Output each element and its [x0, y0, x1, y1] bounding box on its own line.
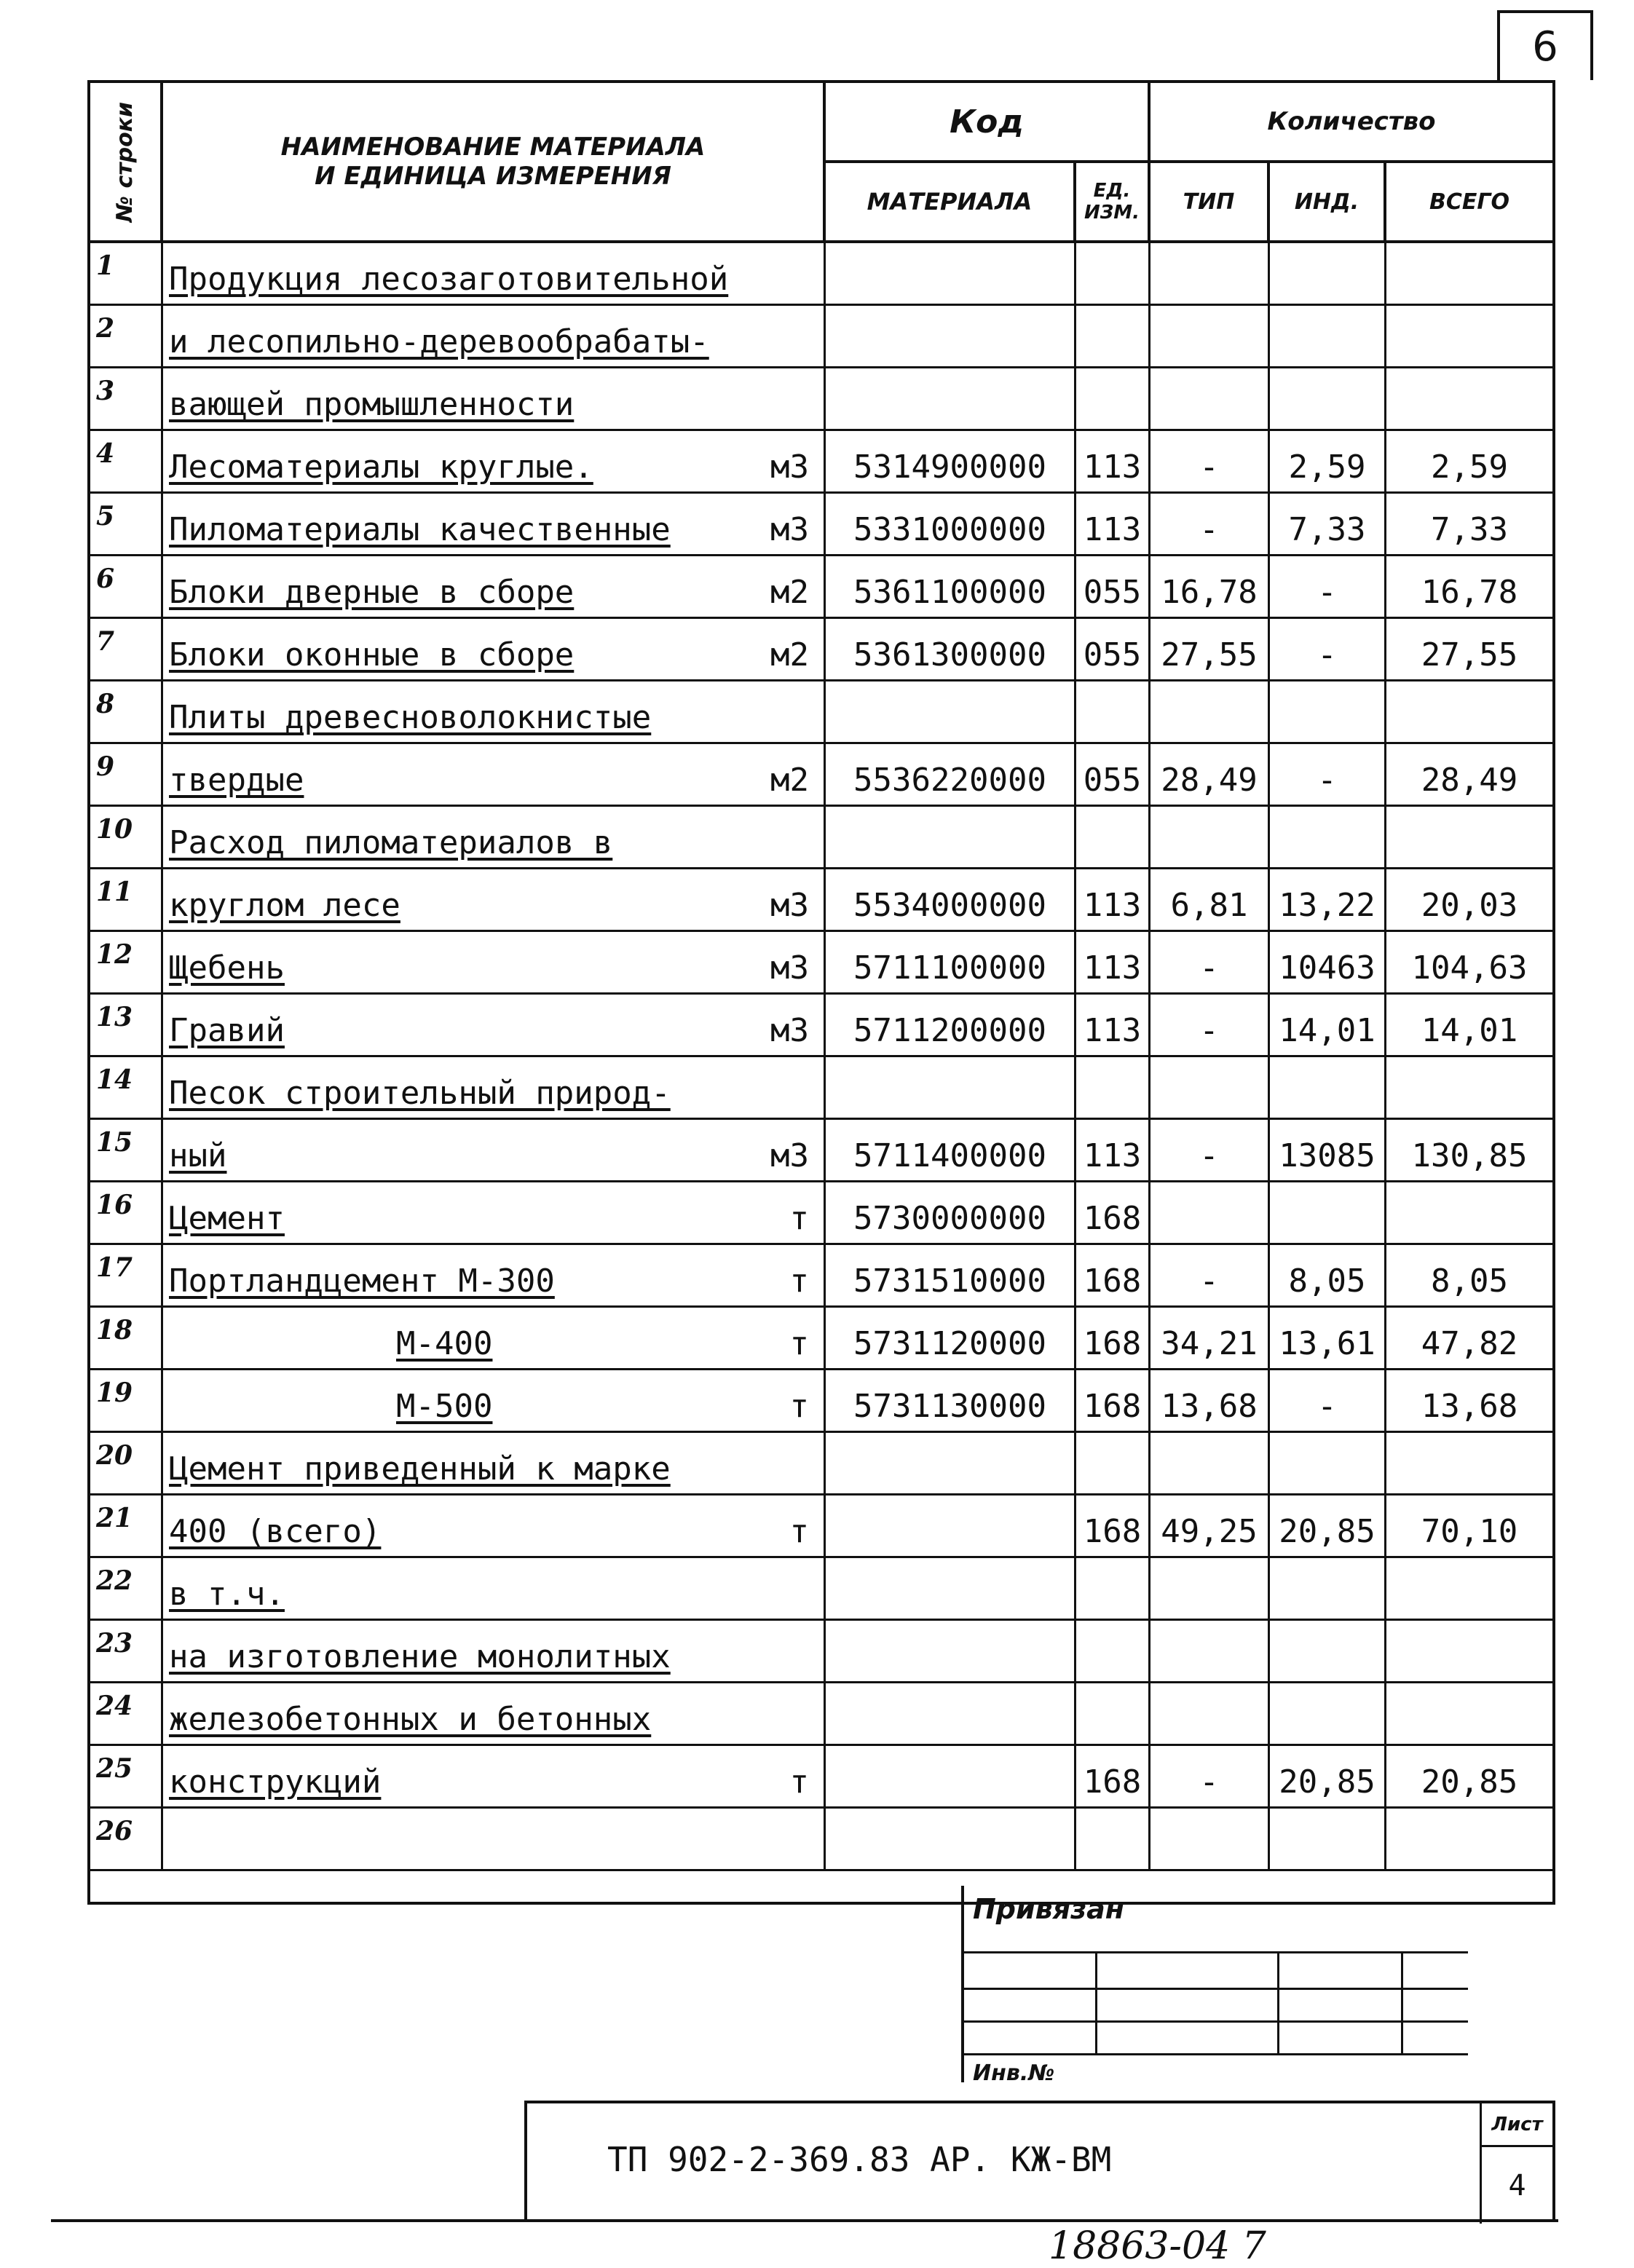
qty-total	[1386, 807, 1552, 867]
qty-ind: 8,05	[1270, 1245, 1386, 1305]
row-number: 26	[90, 1809, 163, 1869]
material-name-text: Плиты древесноволокнистые	[169, 699, 652, 736]
table-row	[90, 995, 1552, 1057]
row-number: 5	[90, 494, 163, 554]
table-row	[90, 368, 1552, 431]
table-row	[90, 1370, 1552, 1433]
material-name	[163, 1245, 826, 1305]
unit-code	[1076, 1809, 1150, 1869]
material-name	[163, 494, 826, 554]
material-code	[826, 1621, 1076, 1681]
material-name	[163, 1809, 826, 1869]
qty-ind: 14,01	[1270, 995, 1386, 1055]
page-number-box	[1497, 10, 1593, 80]
table-row	[90, 1308, 1552, 1370]
row-number: 6	[90, 556, 163, 617]
row-number: 4	[90, 431, 163, 491]
row-number: 10	[90, 807, 163, 867]
table-row	[90, 1245, 1552, 1308]
row-number: 20	[90, 1433, 163, 1493]
qty-typ	[1150, 1433, 1270, 1493]
table-row	[90, 1809, 1552, 1871]
row-number: 15	[90, 1120, 163, 1180]
material-unit: м3	[770, 949, 809, 987]
unit-code	[1076, 681, 1150, 742]
table-row	[90, 556, 1552, 619]
material-name	[163, 995, 826, 1055]
spec-table-body	[90, 243, 1552, 1871]
material-name-text: 400 (всего)	[169, 1513, 382, 1550]
qty-typ: -	[1150, 995, 1270, 1055]
qty-typ: -	[1150, 1746, 1270, 1806]
header-name	[163, 83, 826, 243]
qty-ind	[1270, 243, 1386, 304]
privyazan-block	[961, 1886, 1468, 2086]
unit-code: 113	[1076, 1120, 1150, 1180]
material-name-text: Блоки оконные в сборе	[169, 636, 575, 673]
row-number: 23	[90, 1621, 163, 1681]
material-name	[163, 1120, 826, 1180]
material-name-text: Лесоматериалы круглые.	[169, 449, 593, 486]
row-number: 22	[90, 1558, 163, 1619]
material-name	[163, 431, 826, 491]
qty-total: 20,03	[1421, 887, 1518, 924]
qty-total: 47,82	[1421, 1325, 1518, 1362]
material-name	[163, 368, 826, 429]
header-name-line2: И ЕДИНИЦА ИЗМЕРЕНИЯ	[315, 162, 671, 191]
material-name	[163, 869, 826, 930]
qty-ind	[1270, 1621, 1386, 1681]
material-unit: м2	[770, 762, 809, 799]
table-row	[90, 932, 1552, 995]
qty-typ	[1150, 681, 1270, 742]
qty-typ	[1150, 1182, 1270, 1243]
unit-code	[1076, 368, 1150, 429]
material-name	[163, 1370, 826, 1431]
material-code	[826, 1558, 1076, 1619]
unit-code: 168	[1076, 1495, 1150, 1556]
material-code: 5711400000	[826, 1120, 1076, 1180]
row-number: 16	[90, 1182, 163, 1243]
qty-ind: 7,33	[1270, 494, 1386, 554]
qty-ind	[1270, 681, 1386, 742]
qty-typ	[1150, 1621, 1270, 1681]
qty-typ: 6,81	[1150, 869, 1270, 930]
unit-code: 055	[1076, 556, 1150, 617]
qty-ind	[1270, 1433, 1386, 1493]
header-name-line1: НАИМЕНОВАНИЕ МАТЕРИАЛА	[280, 133, 706, 162]
material-unit: т	[789, 1513, 809, 1550]
qty-total: 2,59	[1431, 449, 1508, 486]
material-name	[163, 556, 826, 617]
qty-typ	[1150, 368, 1270, 429]
material-unit: м3	[770, 1137, 809, 1174]
qty-ind	[1270, 368, 1386, 429]
privyazan-label: Привязан	[973, 1893, 1125, 1925]
qty-total	[1386, 1809, 1552, 1869]
unit-code: 168	[1076, 1746, 1150, 1806]
qty-ind	[1270, 1057, 1386, 1118]
row-number: 18	[90, 1308, 163, 1368]
qty-ind	[1270, 1809, 1386, 1869]
material-name-text: Пиломатериалы качественные	[169, 511, 671, 548]
qty-ind: 13085	[1270, 1120, 1386, 1180]
qty-typ: -	[1150, 1245, 1270, 1305]
table-row	[90, 744, 1552, 807]
material-name	[163, 1621, 826, 1681]
table-row	[90, 1433, 1552, 1495]
qty-total: 70,10	[1421, 1513, 1518, 1550]
unit-code	[1076, 1558, 1150, 1619]
material-name-text: Цемент	[169, 1200, 285, 1237]
material-code: 5331000000	[826, 494, 1076, 554]
material-code: 5731130000	[826, 1370, 1076, 1431]
material-name	[163, 306, 826, 366]
row-number: 9	[90, 744, 163, 805]
material-code: 5361100000	[826, 556, 1076, 617]
material-name	[163, 1746, 826, 1806]
table-row	[90, 494, 1552, 556]
row-number: 7	[90, 619, 163, 679]
qty-typ	[1150, 1558, 1270, 1619]
header-code-group: Код	[826, 83, 1150, 163]
material-unit: м2	[770, 574, 809, 611]
qty-total	[1386, 1433, 1552, 1493]
archive-number: 18863-04 7	[1049, 2224, 1266, 2268]
header-row-number: № строки	[90, 83, 163, 243]
material-name-text: Песок строительный природ-	[169, 1075, 671, 1112]
table-row	[90, 1683, 1552, 1746]
qty-ind: -	[1270, 619, 1386, 679]
row-number: 25	[90, 1746, 163, 1806]
row-number: 17	[90, 1245, 163, 1305]
qty-total: 14,01	[1421, 1012, 1518, 1049]
material-code: 5730000000	[826, 1182, 1076, 1243]
table-row	[90, 1182, 1552, 1245]
row-number: 3	[90, 368, 163, 429]
qty-total: 13,68	[1421, 1388, 1518, 1425]
unit-code	[1076, 1683, 1150, 1744]
qty-ind: 20,85	[1270, 1495, 1386, 1556]
qty-typ	[1150, 306, 1270, 366]
unit-code: 113	[1076, 494, 1150, 554]
qty-ind	[1270, 1558, 1386, 1619]
sheet-label: Лист	[1480, 2103, 1552, 2147]
qty-ind	[1270, 1683, 1386, 1744]
table-row	[90, 1495, 1552, 1558]
material-code: 5314900000	[826, 431, 1076, 491]
material-name-text: и лесопильно-деревообрабаты-	[169, 323, 709, 360]
unit-code: 168	[1076, 1370, 1150, 1431]
material-code: 5711200000	[826, 995, 1076, 1055]
material-code	[826, 243, 1076, 304]
row-number: 24	[90, 1683, 163, 1744]
qty-typ	[1150, 1057, 1270, 1118]
material-code: 5361300000	[826, 619, 1076, 679]
qty-total: 8,05	[1431, 1263, 1508, 1300]
qty-typ: 34,21	[1150, 1308, 1270, 1368]
material-name-text: Расход пиломатериалов в	[169, 824, 613, 861]
unit-code: 055	[1076, 619, 1150, 679]
qty-ind: -	[1270, 1370, 1386, 1431]
table-row	[90, 306, 1552, 368]
qty-ind: -	[1270, 744, 1386, 805]
qty-total: 28,49	[1421, 762, 1518, 799]
material-code	[826, 1809, 1076, 1869]
row-number: 14	[90, 1057, 163, 1118]
unit-code	[1076, 243, 1150, 304]
material-code: 5534000000	[826, 869, 1076, 930]
material-name-text: Гравий	[169, 1012, 285, 1049]
qty-total	[1386, 1683, 1552, 1744]
material-name-text: М-500	[396, 1388, 493, 1425]
qty-total	[1386, 681, 1552, 742]
material-name	[163, 1683, 826, 1744]
material-name	[163, 807, 826, 867]
material-code	[826, 1057, 1076, 1118]
material-code	[826, 1495, 1076, 1556]
material-name-text: твердые	[169, 762, 304, 799]
row-number: 1	[90, 243, 163, 304]
qty-ind: 13,61	[1270, 1308, 1386, 1368]
material-name	[163, 1558, 826, 1619]
material-code: 5731510000	[826, 1245, 1076, 1305]
qty-typ: 49,25	[1150, 1495, 1270, 1556]
material-name-text: в т.ч.	[169, 1576, 285, 1613]
header-qty-typ: ТИП	[1150, 163, 1270, 243]
row-number: 19	[90, 1370, 163, 1431]
header-code-material: МАТЕРИАЛА	[826, 163, 1076, 243]
material-code	[826, 306, 1076, 366]
material-name-text: железобетонных и бетонных	[169, 1701, 652, 1738]
qty-ind: 2,59	[1270, 431, 1386, 491]
material-name-text: ный	[169, 1137, 227, 1174]
qty-total	[1386, 1558, 1552, 1619]
unit-code: 113	[1076, 431, 1150, 491]
unit-code	[1076, 306, 1150, 366]
qty-total	[1386, 1182, 1552, 1243]
material-unit: м3	[770, 511, 809, 548]
unit-code: 055	[1076, 744, 1150, 805]
qty-typ: 27,55	[1150, 619, 1270, 679]
header-qty-ind: ИНД.	[1270, 163, 1386, 243]
material-name-text: круглом лесе	[169, 887, 400, 924]
qty-ind: 10463	[1270, 932, 1386, 992]
qty-total	[1386, 1621, 1552, 1681]
material-code	[826, 807, 1076, 867]
material-code: 5536220000	[826, 744, 1076, 805]
qty-typ: 16,78	[1150, 556, 1270, 617]
material-name-text: Продукция лесозаготовительной	[169, 261, 729, 298]
material-code	[826, 1746, 1076, 1806]
material-name-text: М-400	[396, 1325, 493, 1362]
table-row	[90, 1746, 1552, 1809]
qty-total: 104,63	[1411, 949, 1528, 987]
bottom-border	[51, 2219, 1558, 2222]
material-name	[163, 1057, 826, 1118]
material-code	[826, 681, 1076, 742]
qty-total	[1386, 306, 1552, 366]
qty-total	[1386, 368, 1552, 429]
material-code	[826, 368, 1076, 429]
table-row	[90, 1120, 1552, 1182]
material-unit: т	[789, 1325, 809, 1362]
material-name-text: вающей промышленности	[169, 386, 575, 423]
material-name	[163, 243, 826, 304]
table-row	[90, 1057, 1552, 1120]
material-name-text: Портландцемент М-300	[169, 1263, 555, 1300]
qty-total: 130,85	[1411, 1137, 1528, 1174]
qty-total: 20,85	[1421, 1763, 1518, 1801]
material-unit: т	[789, 1200, 809, 1237]
table-row	[90, 1558, 1552, 1621]
qty-typ: 13,68	[1150, 1370, 1270, 1431]
unit-code: 168	[1076, 1308, 1150, 1368]
sheet-number: 4	[1480, 2147, 1552, 2224]
row-number: 13	[90, 995, 163, 1055]
qty-ind	[1270, 1182, 1386, 1243]
material-code	[826, 1683, 1076, 1744]
material-unit: т	[789, 1263, 809, 1300]
table-row	[90, 807, 1552, 869]
material-name	[163, 681, 826, 742]
unit-code	[1076, 807, 1150, 867]
qty-typ: -	[1150, 494, 1270, 554]
document-code: ТП 902-2-369.83 АР. КЖ-ВМ	[607, 2140, 1112, 2179]
qty-typ: -	[1150, 932, 1270, 992]
material-name-text: на изготовление монолитных	[169, 1638, 671, 1675]
material-name-text: Щебень	[169, 949, 285, 987]
row-number: 8	[90, 681, 163, 742]
qty-typ: 28,49	[1150, 744, 1270, 805]
qty-typ	[1150, 1683, 1270, 1744]
qty-typ: -	[1150, 1120, 1270, 1180]
table-row	[90, 681, 1552, 744]
qty-ind	[1270, 306, 1386, 366]
unit-code: 168	[1076, 1245, 1150, 1305]
material-unit: т	[789, 1388, 809, 1425]
row-number: 21	[90, 1495, 163, 1556]
qty-total: 27,55	[1421, 636, 1518, 673]
row-number: 12	[90, 932, 163, 992]
material-name	[163, 619, 826, 679]
material-name-text: Цемент приведенный к марке	[169, 1450, 671, 1487]
unit-code	[1076, 1057, 1150, 1118]
qty-ind	[1270, 807, 1386, 867]
unit-code: 113	[1076, 869, 1150, 930]
table-row	[90, 869, 1552, 932]
row-number: 11	[90, 869, 163, 930]
header-code-unit: ЕД. ИЗМ.	[1076, 163, 1150, 243]
material-code: 5731120000	[826, 1308, 1076, 1368]
qty-total: 16,78	[1421, 574, 1518, 611]
material-name	[163, 1182, 826, 1243]
qty-ind: -	[1270, 556, 1386, 617]
material-name-text: Блоки дверные в сборе	[169, 574, 575, 611]
material-unit: м3	[770, 887, 809, 924]
material-unit: м3	[770, 449, 809, 486]
title-block	[524, 2101, 1555, 2221]
privyazan-grid	[964, 1951, 1468, 2053]
qty-typ	[1150, 243, 1270, 304]
specification-sheet	[87, 80, 1555, 1905]
unit-code	[1076, 1621, 1150, 1681]
material-name	[163, 932, 826, 992]
material-name	[163, 1308, 826, 1368]
table-row	[90, 243, 1552, 306]
material-unit: м2	[770, 636, 809, 673]
table-row	[90, 1621, 1552, 1683]
header-qty-total: ВСЕГО	[1386, 163, 1552, 243]
qty-total	[1386, 1057, 1552, 1118]
material-unit: т	[789, 1763, 809, 1801]
qty-typ	[1150, 807, 1270, 867]
inventory-number-label: Инв.№	[973, 2060, 1055, 2086]
material-name-text: конструкций	[169, 1763, 382, 1801]
material-code: 5711100000	[826, 932, 1076, 992]
unit-code	[1076, 1433, 1150, 1493]
material-name	[163, 1495, 826, 1556]
unit-code: 113	[1076, 995, 1150, 1055]
material-name	[163, 1433, 826, 1493]
table-row	[90, 431, 1552, 494]
material-code	[826, 1433, 1076, 1493]
table-row	[90, 619, 1552, 681]
qty-total: 7,33	[1431, 511, 1508, 548]
row-number: 2	[90, 306, 163, 366]
unit-code: 168	[1076, 1182, 1150, 1243]
page-number: 6	[1532, 23, 1558, 71]
qty-ind: 13,22	[1270, 869, 1386, 930]
qty-total	[1386, 243, 1552, 304]
material-unit: м3	[770, 1012, 809, 1049]
header-qty-group: Количество	[1150, 83, 1552, 163]
qty-typ: -	[1150, 431, 1270, 491]
unit-code: 113	[1076, 932, 1150, 992]
qty-typ	[1150, 1809, 1270, 1869]
qty-ind: 20,85	[1270, 1746, 1386, 1806]
material-name	[163, 744, 826, 805]
